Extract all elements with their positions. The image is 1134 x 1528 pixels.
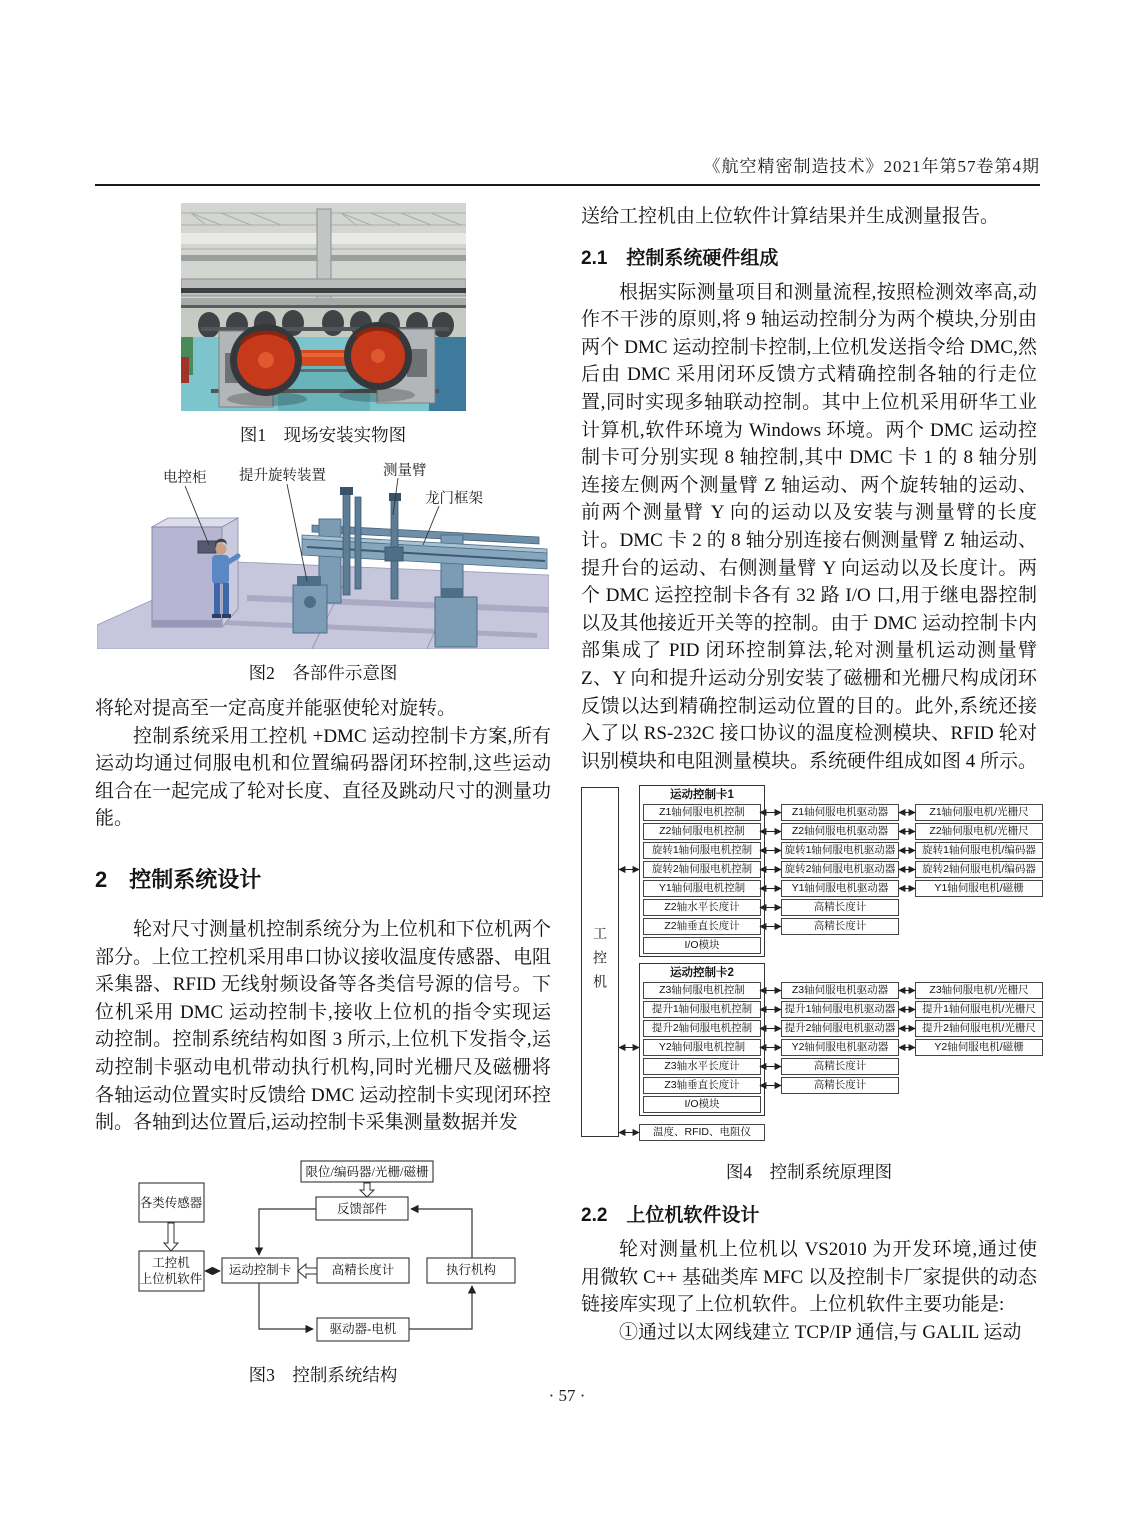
fig3-label-limit: 限位/编码器/光栅/磁栅 bbox=[305, 1164, 428, 1179]
fig4-card1-control-y1: Y1轴伺服电机控制 bbox=[643, 880, 761, 897]
fig4-motor-z2: Z2轴伺服电机/光栅尺 bbox=[915, 823, 1043, 840]
paragraph-left-3: 轮对尺寸测量机控制系统分为上位机和下位机两个部分。上位工控机采用串口协议接收温度传感器、电阻采集器、RFID 无线射频设备等各类信号源的信号。下位机采用 DMC 运动控制卡,接收上位机的指令实现运动控制。控制系统结构如图 3 所示,上位机下发指令,运动控制卡驱动电机带动执行机构,同时光栅尺及磁栅将各轴运动位置实时反馈给 DMC 运动控制卡实现闭环控制。各轴到达位置后,运动控制卡采集测量数据并发 bbox=[95, 918, 552, 1134]
paragraph-left-continuation: 将轮对提高至一定高度并能驱使轮对旋转。 bbox=[95, 698, 457, 719]
fig4-gauge2-v: 高精长度计 bbox=[781, 1077, 899, 1094]
paragraph-right-1: 根据实际测量项目和测量流程,按照检测效率高,动作不干涉的原则,将 9 轴运动控制分为两个模块,分别由两个 DMC 运动控制卡控制,上位机发送指令给 DMC,然后由 DMC 采用闭环反馈方式精确控制各轴的行走位置,同时实现多轴联动控制。其中上位机采用研华工业计算机,软件环境为 Windows 环境。两个 DMC 运动控制卡可分别实现 8 轴控制,其中 DMC 卡 1 的 8 轴分别连接左侧两个测量臂 Z 轴运动、两个旋转轴的运动、前两个测量臂 Y 向的运动以及安装与测量臂的长度计。DMC 卡 2 的 8 轴分别连接右侧测量臂 Z 轴运动、提升台的运动、右侧测量臂 Y 向运动以及长度计。两个 DMC 运控控制卡各有 32 路 I/O 口,用于继电器控制以及其他接近开关等的控制。由于 DMC 运动控制卡内部集成了 PID 闭环控制算法,轮对测量机运动测量臂 Z、Y 向和提升运动分别安装了磁栅和光栅尺构成闭环反馈以达到精确控制运动位置的目的。此外,系统还接入了以 RS-232C 接口协议的温度检测模块、RFID 轮对识别模块和电阻测量模块。系统硬件组成如图 4 所示。 bbox=[581, 281, 1038, 772]
fig3-label-driver: 驱动器-电机 bbox=[329, 1321, 396, 1336]
figure4-caption: 图4 控制系统原理图 bbox=[725, 1162, 893, 1183]
fig3-label-mcc: 运动控制卡 bbox=[228, 1262, 291, 1277]
fig4-card1-control-z1: Z1轴伺服电机控制 bbox=[643, 804, 761, 821]
fig2-label-cabinet: 电控柜 bbox=[163, 470, 207, 486]
figure4 bbox=[581, 785, 1037, 1184]
fig3-label-gauge: 高精长度计 bbox=[331, 1262, 394, 1277]
fig4-card1-io: I/O模块 bbox=[643, 937, 761, 954]
fig4-motor-lift2: 提升2轴伺服电机/光栅尺 bbox=[915, 1020, 1043, 1037]
paper-page bbox=[95, 152, 1040, 1397]
fig4-card2-control-z3: Z3轴伺服电机控制 bbox=[643, 982, 761, 999]
left-column bbox=[95, 203, 551, 1397]
fig3-label-ipc-line2: 上位机软件 bbox=[139, 1271, 202, 1286]
fig4-driver-lift2: 提升2轴伺服电机驱动器 bbox=[781, 1020, 899, 1037]
fig4-card2-io: I/O模块 bbox=[643, 1096, 761, 1113]
section-2-2-heading: 2.2 上位机软件设计 bbox=[581, 1205, 760, 1227]
paragraph-left-2: 控制系统采用工控机 +DMC 运动控制卡方案,所有运动均通过伺服电机和位置编码器闭环控制,这些运动组合在一起完成了轮对长度、直径及跳动尺寸的测量功能。 bbox=[95, 725, 552, 830]
journal-header: 《航空精密制造技术》2021年第57卷第4期 bbox=[703, 157, 1040, 176]
fig4-card2-gauge-h: Z3轴水平长度计 bbox=[643, 1058, 761, 1075]
fig4-gauge1-v: 高精长度计 bbox=[781, 918, 899, 935]
fig4-driver-rot2: 旋转2轴伺服电机驱动器 bbox=[781, 861, 899, 878]
figure2-diagram bbox=[97, 457, 549, 649]
fig4-card1 bbox=[639, 785, 765, 957]
fig4-peripherals-box: 温度、RFID、电阻仪 bbox=[639, 1124, 765, 1141]
fig4-card2 bbox=[639, 963, 765, 1116]
fig4-card2-title: 运动控制卡2 bbox=[670, 967, 734, 980]
figure3 bbox=[95, 1151, 551, 1387]
fig4-gauge2-h: 高精长度计 bbox=[781, 1058, 899, 1075]
figure4-diagram bbox=[581, 785, 1043, 1149]
fig4-driver-z2: Z2轴伺服电机驱动器 bbox=[781, 823, 899, 840]
fig4-gauge1-h: 高精长度计 bbox=[781, 899, 899, 916]
fig4-card1-control-rot2: 旋转2轴伺服电机控制 bbox=[643, 861, 761, 878]
paragraph-right-2: 轮对测量机上位机以 VS2010 为开发环境,通过使用微软 C++ 基础类库 MFC 以及控制卡厂家提供的动态链接库实现了上位机软件。上位机软件主要功能是: bbox=[581, 1239, 1037, 1316]
fig4-driver-y2: Y2轴伺服电机驱动器 bbox=[781, 1039, 899, 1056]
fig4-motor-rot2: 旋转2轴伺服电机/编码器 bbox=[915, 861, 1043, 878]
fig4-motor-y1: Y1轴伺服电机/磁栅 bbox=[915, 880, 1043, 897]
fig3-label-feedback: 反馈部件 bbox=[336, 1201, 387, 1216]
fig4-motor-z1: Z1轴伺服电机/光栅尺 bbox=[915, 804, 1043, 821]
fig4-driver-z3: Z3轴伺服电机驱动器 bbox=[781, 982, 899, 999]
right-column bbox=[581, 203, 1037, 1397]
section-2-1-heading: 2.1 控制系统硬件组成 bbox=[581, 247, 779, 269]
fig4-motor-z3: Z3轴伺服电机/光栅尺 bbox=[915, 982, 1043, 999]
figure2-caption: 图2 各部件示意图 bbox=[248, 663, 398, 683]
fig4-card1-control-z2: Z2轴伺服电机控制 bbox=[643, 823, 761, 840]
fig4-card1-gauge-v: Z2轴垂直长度计 bbox=[643, 918, 761, 935]
fig4-ipc-box bbox=[581, 787, 619, 1137]
figure3-diagram bbox=[96, 1151, 551, 1351]
fig4-driver-lift1: 提升1轴伺服电机驱动器 bbox=[781, 1001, 899, 1018]
fig2-label-gantry: 龙门框架 bbox=[425, 491, 483, 507]
fig3-label-actuator: 执行机构 bbox=[445, 1262, 496, 1277]
fig3-hollow-arrow-limit bbox=[360, 1183, 374, 1197]
fig4-ipc-label: 工控机 bbox=[592, 926, 608, 999]
fig4-card2-control-lift1: 提升1轴伺服电机控制 bbox=[643, 1001, 761, 1018]
fig4-driver-y1: Y1轴伺服电机驱动器 bbox=[781, 880, 899, 897]
paragraph-right-3: ①通过以太网线建立 TCP/IP 通信,与 GALIL 运动 bbox=[619, 1322, 1022, 1344]
fig3-label-sensors: 各类传感器 bbox=[139, 1195, 202, 1210]
figure1-caption: 图1 现场安装实物图 bbox=[239, 425, 407, 445]
fig2-label-lift: 提升旋转装置 bbox=[239, 468, 326, 484]
fig4-card2-control-y2: Y2轴伺服电机控制 bbox=[643, 1039, 761, 1056]
fig4-motor-y2: Y2轴伺服电机/磁栅 bbox=[915, 1039, 1043, 1056]
fig4-card1-title: 运动控制卡1 bbox=[670, 789, 734, 802]
fig4-card1-gauge-h: Z2轴水平长度计 bbox=[643, 899, 761, 916]
fig3-label-ipc-line1: 工控机 bbox=[151, 1255, 190, 1270]
figure1-photo bbox=[181, 203, 466, 411]
fig4-card2-control-lift2: 提升2轴伺服电机控制 bbox=[643, 1020, 761, 1037]
page-number: · 57 · bbox=[548, 1386, 586, 1405]
header-rule bbox=[95, 184, 1040, 186]
fig4-driver-rot1: 旋转1轴伺服电机驱动器 bbox=[781, 842, 899, 859]
fig4-motor-rot1: 旋转1轴伺服电机/编码器 bbox=[915, 842, 1043, 859]
fig3-hollow-arrow-gauge bbox=[298, 1264, 317, 1278]
figure3-caption: 图3 控制系统结构 bbox=[248, 1364, 398, 1385]
fig4-card1-control-rot1: 旋转1轴伺服电机控制 bbox=[643, 842, 761, 859]
figure2 bbox=[95, 457, 551, 685]
fig3-hollow-arrow-sensors bbox=[164, 1223, 178, 1251]
paragraph-right-continuation: 送给工控机由上位软件计算结果并生成测量报告。 bbox=[581, 206, 1000, 227]
fig2-label-arm: 测量臂 bbox=[383, 463, 427, 479]
fig4-card2-gauge-v: Z3轴垂直长度计 bbox=[643, 1077, 761, 1094]
fig4-motor-lift1: 提升1轴伺服电机/光栅尺 bbox=[915, 1001, 1043, 1018]
section-2-heading: 2 控制系统设计 bbox=[95, 866, 262, 892]
figure1 bbox=[95, 203, 551, 447]
fig4-driver-z1: Z1轴伺服电机驱动器 bbox=[781, 804, 899, 821]
